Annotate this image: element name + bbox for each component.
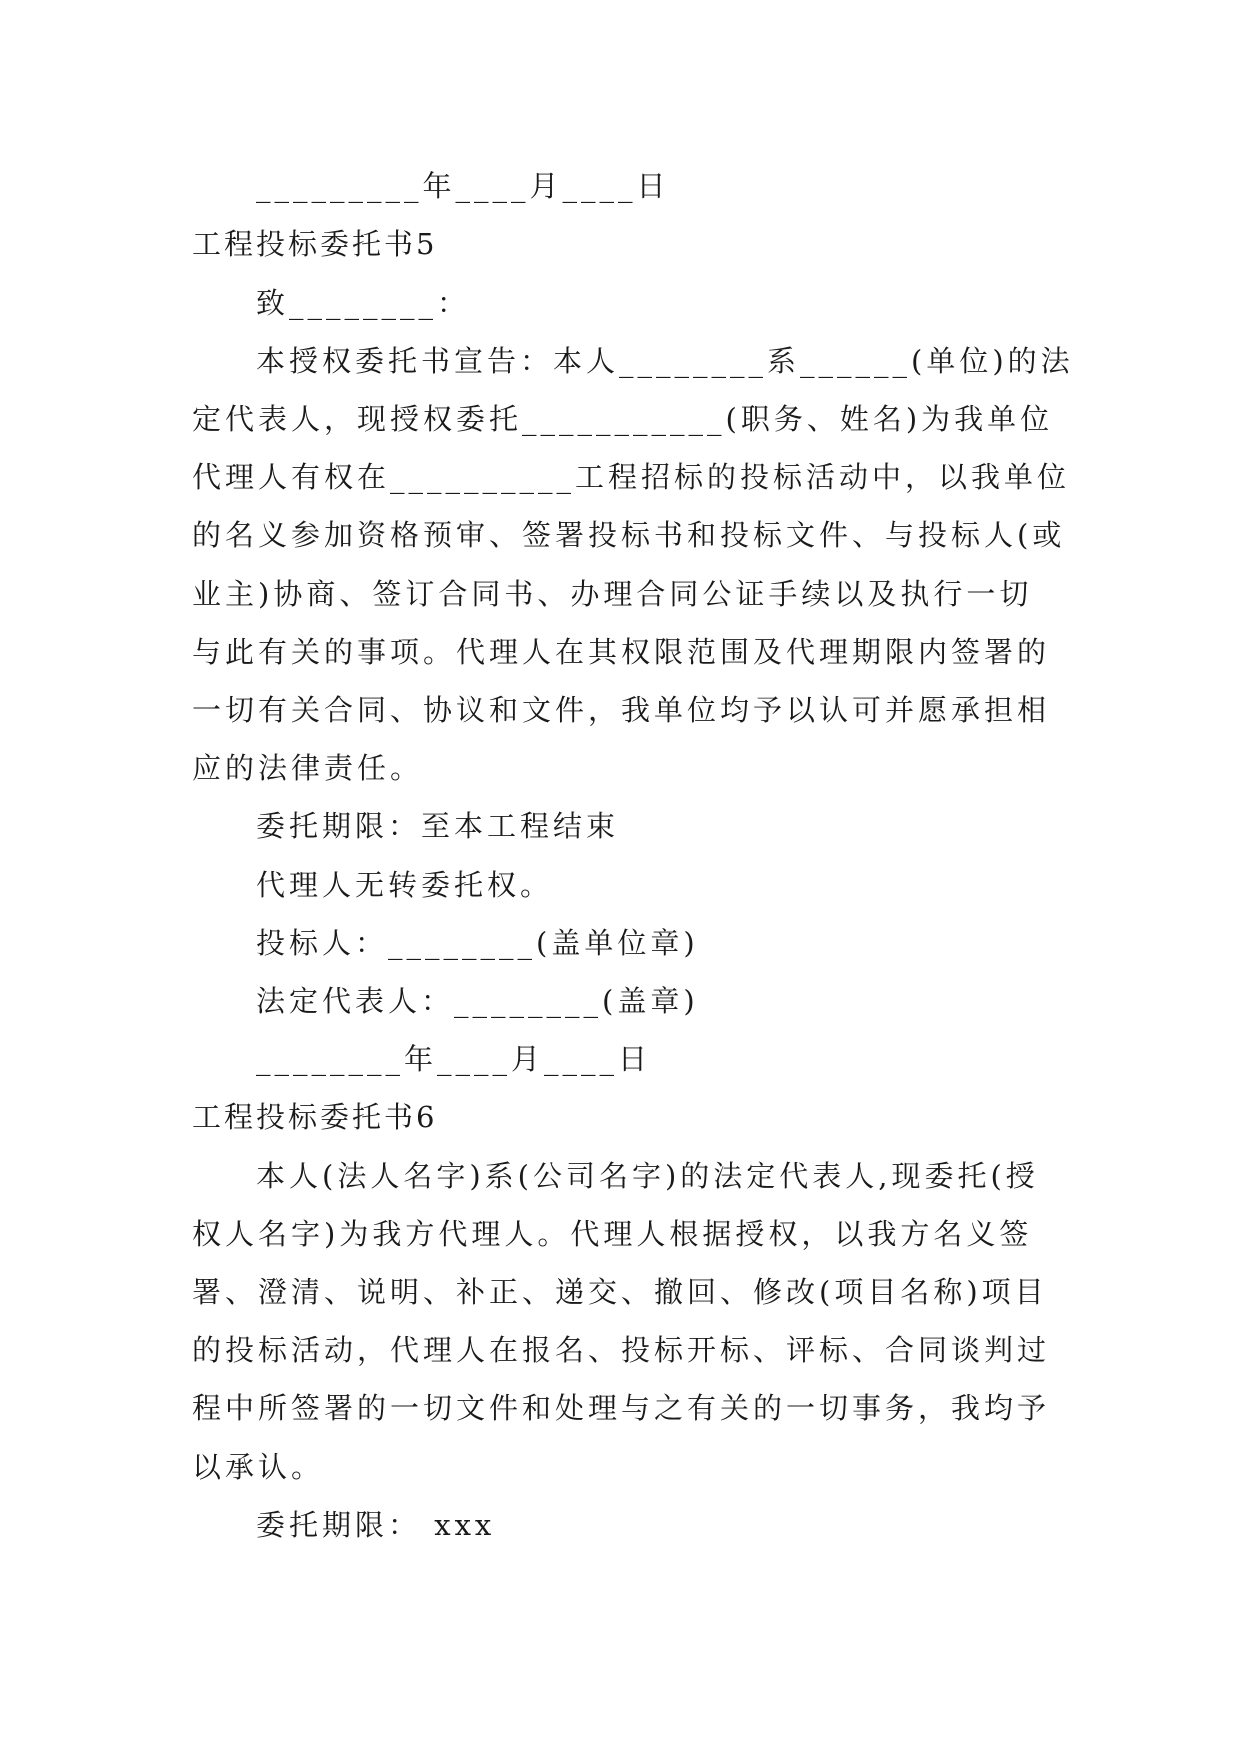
date-line: ________年____月____日 xyxy=(256,1042,652,1076)
paragraph-line: 与此有关的事项。代理人在其权限范围及代理期限内签署的 xyxy=(192,635,1051,669)
term-line: 委托期限：至本工程结束 xyxy=(256,809,620,843)
paragraph-line: 的投标活动，代理人在报名、投标开标、评标、合同谈判过 xyxy=(192,1333,1051,1367)
section-title-5: 工程投标委托书5 xyxy=(192,227,438,261)
section-title-6: 工程投标委托书6 xyxy=(192,1100,438,1134)
paragraph-line: 以承认。 xyxy=(192,1450,325,1484)
bidder-signature-line: 投标人：________(盖单位章) xyxy=(256,926,699,960)
paragraph-line: 应的法律责任。 xyxy=(192,751,424,785)
paragraph-line: 署、澄清、说明、补正、递交、撤回、修改(项目名称)项目 xyxy=(192,1275,1048,1309)
term-line: 委托期限： xxx xyxy=(256,1508,496,1542)
paragraph-line: 代理人有权在__________工程招标的投标活动中，以我单位 xyxy=(192,460,1071,494)
no-subdelegation-line: 代理人无转委托权。 xyxy=(256,868,554,902)
paragraph-line: 程中所签署的一切文件和处理与之有关的一切事务，我均予 xyxy=(192,1391,1051,1425)
addressee-line: 致________： xyxy=(256,286,471,320)
paragraph-line: 定代表人，现授权委托___________(职务、姓名)为我单位 xyxy=(192,402,1054,436)
paragraph-line: 本授权委托书宣告：本人________系______(单位)的法 xyxy=(256,344,1074,378)
legal-rep-signature-line: 法定代表人：________(盖章) xyxy=(256,984,699,1018)
paragraph-line: 业主)协商、签订合同书、办理合同公证手续以及执行一切 xyxy=(192,577,1033,611)
paragraph-line: 权人名字)为我方代理人。代理人根据授权，以我方名义签 xyxy=(192,1217,1033,1251)
paragraph-line: 的名义参加资格预审、签署投标书和投标文件、与投标人(或 xyxy=(192,518,1066,552)
paragraph-line: 本人(法人名字)系(公司名字)的法定代表人,现委托(授 xyxy=(256,1159,1039,1193)
date-line: _________年____月____日 xyxy=(256,169,670,203)
paragraph-line: 一切有关合同、协议和文件，我单位均予以认可并愿承担相 xyxy=(192,693,1051,727)
